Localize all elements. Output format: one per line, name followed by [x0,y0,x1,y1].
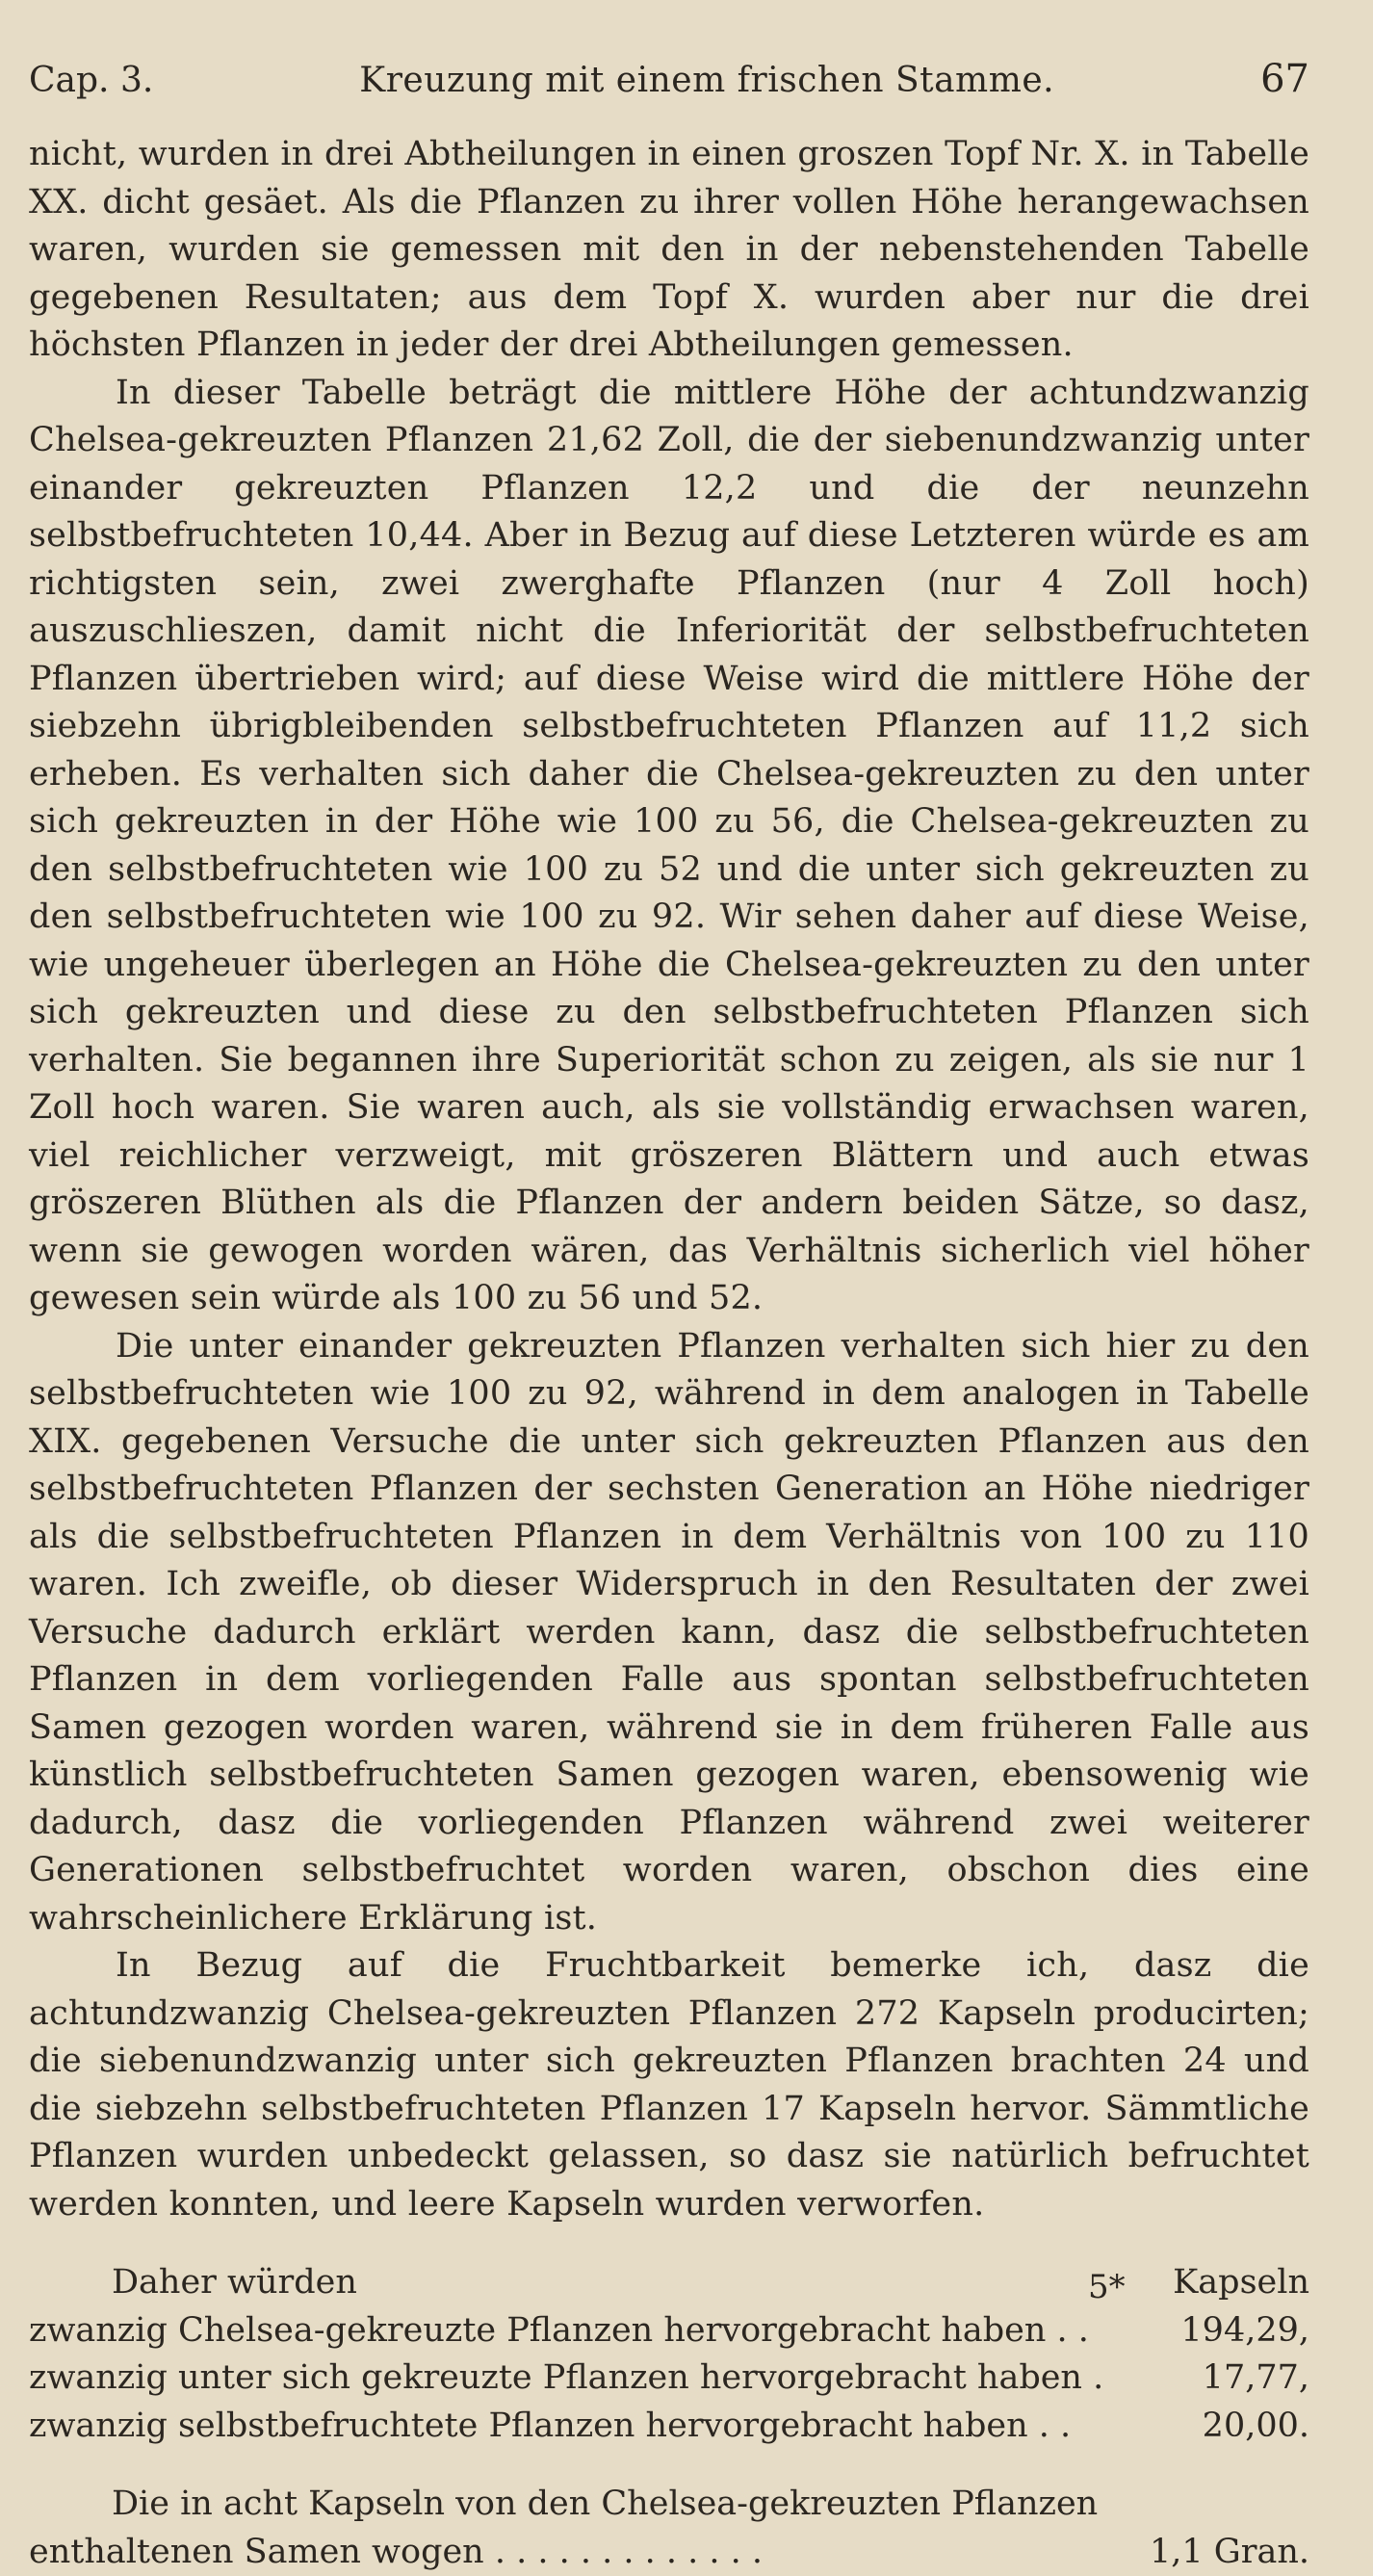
row-value: 194,29, [1171,2307,1309,2355]
signature-mark: 5* [1088,2268,1126,2306]
row-value: 20,00. [1193,2403,1309,2451]
running-title: Kreuzung mit einem frischen Stamme. [359,52,1054,110]
row-label: zwanzig selbstbefruchtete Pflanzen hervorgebracht haben . . [29,2403,1193,2451]
paragraph: In dieser Tabelle beträgt die mittlere Höhe der achtundzwanzig Chelsea-gekreuzten Pflanzen 21,62 Zoll, die der siebenundzwanzig unter einander gekreuzten Pflanzen 12,2 und die der neunzehn selbstbefruchteten 10,44. Aber in Bezug auf diese Letzteren würde es am richtigsten sein, zwei zwerghafte Pflanzen (nur 4 Zoll hoch) auszuschlieszen, damit nicht die Inferiorität der selbstbefruchteten Pflanzen übertrieben wird; auf diese Weise wird die mittlere Höhe der siebzehn übrigbleibenden selbstbefruchteten Pflanzen auf 11,2 sich erheben. Es verhalten sich daher die Chelsea-gekreuzten zu den unter sich gekreuzten in der Höhe wie 100 zu 56, die Chelsea-gekreuzten zu den selbstbefruchteten wie 100 zu 52 und die unter sich gekreuzten zu den selbstbefruchteten wie 100 zu 92. Wir sehen daher auf diese Weise, wie ungeheuer überlegen an Höhe die Chelsea-gekreuzten zu den unter sich gekreuzten und diese zu den selbstbefruchteten Pflanzen sich verhalten. Sie begannen ihre Superiorität schon zu zeigen, als sie nur 1 Zoll hoch waren. Sie waren auch, als sie vollständig erwachsen waren, viel reichlicher verzweigt, mit gröszeren Blättern und auch etwas gröszeren Blüthen als die Pflanzen der andern beiden Sätze, so dasz, wenn sie gewogen worden wären, das Verhältnis sicherlich viel höher gewesen sein würde als 100 zu 56 und 52. [29,370,1309,1323]
paragraph: In Bezug auf die Fruchtbarkeit bemerke ich, dasz die achtundzwanzig Chelsea-gekreuzten Pflanzen 272 Kapseln producirten; die siebenundzwanzig unter sich gekreuzten Pflanzen brachten 24 und die siebzehn selbstbefruchteten Pflanzen 17 Kapseln hervor. Sämmtliche Pflanzen wurden unbedeckt gelassen, so dasz sie natürlich befruchtet werden konnten, und leere Kapseln wurden verworfen. [29,1942,1309,2228]
row-label: zwanzig unter sich gekreuzte Pflanzen hervorgebracht haben . [29,2355,1193,2403]
page-number: 67 [1260,50,1309,108]
running-header [29,50,1309,110]
chapter-label: Cap. 3. [29,52,153,110]
seed-weight-statement [29,2481,1309,2576]
table-unit-label: Kapseln [1163,2259,1309,2307]
row-value: 17,77, [1193,2355,1309,2403]
statement-row [29,2529,1309,2576]
table-row [29,2307,1309,2355]
table-lead-text: Daher würden [29,2259,1163,2307]
statement-line: enthaltenen Samen wogen . . . . . . . . . . . . . [29,2529,1140,2576]
paragraph: nicht, wurden in drei Abtheilungen in einen groszen Topf Nr. X. in Tabelle XX. dicht gesäet. Als die Pflanzen zu ihrer vollen Höhe herangewachsen waren, wurden sie gemessen mit den in der nebenstehenden Tabelle gegebenen Resultaten; aus dem Topf X. wurden aber nur die drei höchsten Pflanzen in jeder der drei Abtheilungen gemessen. [29,131,1309,370]
table-row [29,2355,1309,2403]
table-row [29,2403,1309,2451]
statement-line: Die in acht Kapseln von den Chelsea-gekreuzten Pflanzen [29,2481,1309,2529]
statement-value: 1,1 Gran. [1140,2529,1309,2576]
paragraph: Die unter einander gekreuzten Pflanzen verhalten sich hier zu den selbstbefruchteten wie 100 zu 92, während in dem analogen in Tabelle XIX. gegebenen Versuche die unter sich gekreuzten Pflanzen aus den selbstbefruchteten Pflanzen der sechsten Generation an Höhe niedriger als die selbstbefruchteten Pflanzen in dem Verhältnis von 100 zu 110 waren. Ich zweifle, ob dieser Widerspruch in den Resultaten der zwei Versuche dadurch erklärt werden kann, dasz die selbstbefruchteten Pflanzen in dem vorliegenden Falle aus spontan selbstbefruchteten Samen gezogen worden waren, während sie in dem früheren Falle aus künstlich selbstbefruchteten Samen gezogen waren, ebensowenig wie dadurch, dasz die vorliegenden Pflanzen während zwei weiterer Generationen selbstbefruchtet worden waren, obschon dies eine wahrscheinlichere Erklärung ist. [29,1323,1309,1943]
body-text [29,131,1309,2228]
row-label: zwanzig Chelsea-gekreuzte Pflanzen hervorgebracht haben . . [29,2307,1171,2355]
